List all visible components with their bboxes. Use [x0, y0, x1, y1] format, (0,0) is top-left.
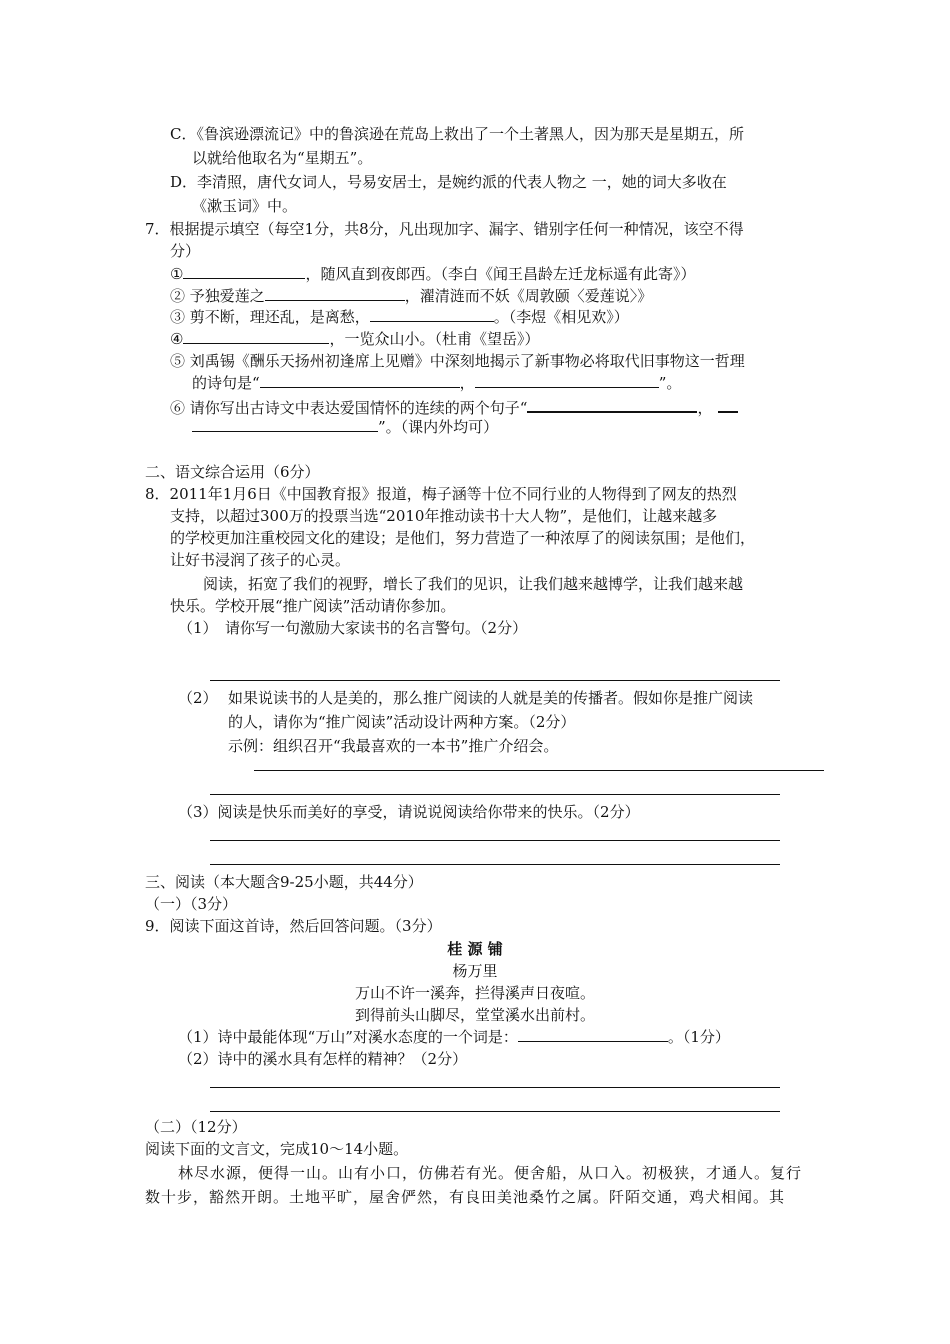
q7-item-5-prefix: 的诗句是“ [192, 374, 260, 392]
q7-item-1-suffix: ，随风直到夜郎西。（李白《闻王昌龄左迁龙标遥有此寄》） [305, 265, 696, 283]
q7-item-5-blank-b[interactable] [475, 373, 659, 388]
q7-item-3-prefix: ③ 剪不断，理还乱，是离愁， [170, 308, 370, 326]
q7-item-5-suffix: ”。 [658, 374, 682, 392]
q8-para2-line2: 快乐。学校开展“推广阅读”活动请你参加。 [170, 597, 456, 615]
q9-sub1-prefix: （1）诗中最能体现“万山”对溪水态度的一个词是： [178, 1028, 518, 1046]
q8-sub1: （1） 请你写一句激励大家读书的名言警句。（2分） [178, 619, 528, 637]
q8-sub3: （3）阅读是快乐而美好的享受，请说说阅读给你带来的快乐。（2分） [178, 803, 640, 821]
q7-item-6-blank-b[interactable] [192, 417, 378, 432]
q7-item-6-line1 [170, 397, 738, 418]
part2-intro: 阅读下面的文言文，完成10～14小题。 [145, 1140, 409, 1158]
q7-item-1-blank[interactable] [183, 264, 305, 279]
q8-sub2-line2: 的人，请你为“推广阅读”活动设计两种方案。（2分） [228, 713, 576, 731]
q7-item-6-sep: ， [697, 399, 713, 417]
q9-sub2-answer-line2[interactable] [210, 1111, 780, 1112]
q7-item-4-blank[interactable] [183, 329, 329, 344]
q7-item-2-suffix: ，濯清涟而不妖《周敦颐〈爱莲说〉》 [404, 287, 653, 305]
q7-stem-line1: 7．根据提示填空（每空1分，共8分，凡出现加字、漏字、错别字任何一种情况，该空不得 [145, 220, 744, 238]
q9-sub1-blank[interactable] [518, 1027, 668, 1042]
q7-item-5-line1: ⑤ 刘禹锡《酬乐天扬州初逢席上见赠》中深刻地揭示了新事物必将取代旧事物这一哲理 [170, 352, 745, 370]
q7-item-1 [170, 264, 695, 284]
q8-sub1-answer-line[interactable] [210, 680, 780, 681]
q9-sub1 [178, 1027, 730, 1047]
poem-author: 杨万里 [452, 962, 498, 980]
q7-item-5-sep: ， [459, 374, 475, 392]
q7-item-3-suffix: 。（李煜《相见欢》） [493, 308, 629, 326]
q6-option-c-line2: 以就给他取名为“星期五”。 [192, 149, 373, 167]
q7-item-2-blank[interactable] [265, 286, 405, 301]
q7-item-6-blank-a[interactable] [527, 397, 697, 413]
q7-item-4 [170, 329, 539, 349]
q7-item-4-prefix: ④ [170, 330, 184, 348]
q7-item-3-blank[interactable] [370, 307, 494, 322]
q7-item-5-line2 [192, 373, 681, 393]
q8-sub2-example: 示例：组织召开“我最喜欢的一本书”推广介绍会。 [228, 737, 559, 755]
q8-sub3-answer-line2[interactable] [210, 864, 780, 865]
q9-stem: 9．阅读下面这首诗，然后回答问题。（3分） [145, 917, 442, 935]
q7-item-2 [170, 286, 652, 306]
q8-line2: 支持，以超过300万的投票当选“2010年推动读书十大人物”，是他们，让越来越多 [170, 507, 718, 525]
q7-item-4-suffix: ，一览众山小。（杜甫《望岳》） [329, 330, 540, 348]
q7-item-3 [170, 307, 629, 327]
poem-line1: 万山不许一溪奔，拦得溪声日夜喧。 [354, 984, 595, 1002]
q7-stem-line2: 分） [170, 242, 201, 260]
q7-item-6-blank-b-start[interactable] [718, 397, 738, 413]
q7-item-2-prefix: ② 予独爱莲之 [170, 287, 265, 305]
section-3-part2: （二）（12分） [145, 1118, 247, 1136]
q8-sub3-answer-line1[interactable] [210, 840, 780, 841]
q9-sub2: （2）诗中的溪水具有怎样的精神？（2分） [178, 1050, 468, 1068]
q8-line4: 让好书浸润了孩子的心灵。 [170, 551, 351, 569]
q8-sub2-answer-line2[interactable] [210, 794, 780, 795]
section-3-heading: 三、阅读（本大题含9-25小题，共44分） [145, 873, 423, 891]
section-3-part1: （一）（3分） [145, 895, 238, 913]
q8-sub2-answer-line1[interactable] [254, 770, 824, 771]
q7-item-6-suffix: ”。（课内外均可） [378, 418, 499, 436]
classical-text-line1: 林尽水源，便得一山。山有小口，仿佛若有光。便舍船，从口入。初极狭，才通人。复行 [178, 1164, 803, 1182]
q7-item-5-blank-a[interactable] [260, 373, 460, 388]
q6-option-c-line1: C．《鲁滨逊漂流记》中的鲁滨逊在荒岛上救出了一个土著黑人，因为那天是星期五，所 [170, 125, 744, 143]
q7-item-6-prefix: ⑥ 请你写出古诗文中表达爱国情怀的连续的两个句子“ [170, 399, 528, 417]
section-2-heading: 二、语文综合运用（6分） [145, 463, 320, 481]
poem-title: 桂 源 铺 [447, 940, 503, 958]
q8-sub2-num: （2） [178, 689, 218, 707]
classical-text-line2: 数十步，豁然开朗。土地平旷，屋舍俨然，有良田美池桑竹之属。阡陌交通，鸡犬相闻。其 [145, 1188, 786, 1206]
q6-option-d-line2: 《漱玉词》中。 [192, 197, 298, 215]
poem-line2: 到得前头山脚尽，堂堂溪水出前村。 [354, 1006, 595, 1024]
q7-item-6-line2 [192, 417, 498, 437]
q8-para2-line1: 阅读，拓宽了我们的视野，增长了我们的见识，让我们越来越博学，让我们越来越 [203, 575, 744, 593]
q8-line1: 8．2011年1月6日《中国教育报》报道，梅子涵等十位不同行业的人物得到了网友的热烈 [145, 485, 737, 503]
q9-sub2-answer-line1[interactable] [210, 1087, 780, 1088]
q6-option-d-line1: D．李清照，唐代女词人，号易安居士，是婉约派的代表人物之 一，她的词大多收在 [170, 173, 727, 191]
q7-item-1-prefix: ① [170, 265, 184, 283]
q9-sub1-suffix: 。（1分） [667, 1028, 730, 1046]
q8-sub2-line1: 如果说读书的人是美的，那么推广阅读的人就是美的传播者。假如你是推广阅读 [228, 689, 754, 707]
q8-line3: 的学校更加注重校园文化的建设；是他们，努力营造了一种浓厚了的阅读氛围；是他们， [170, 529, 756, 547]
